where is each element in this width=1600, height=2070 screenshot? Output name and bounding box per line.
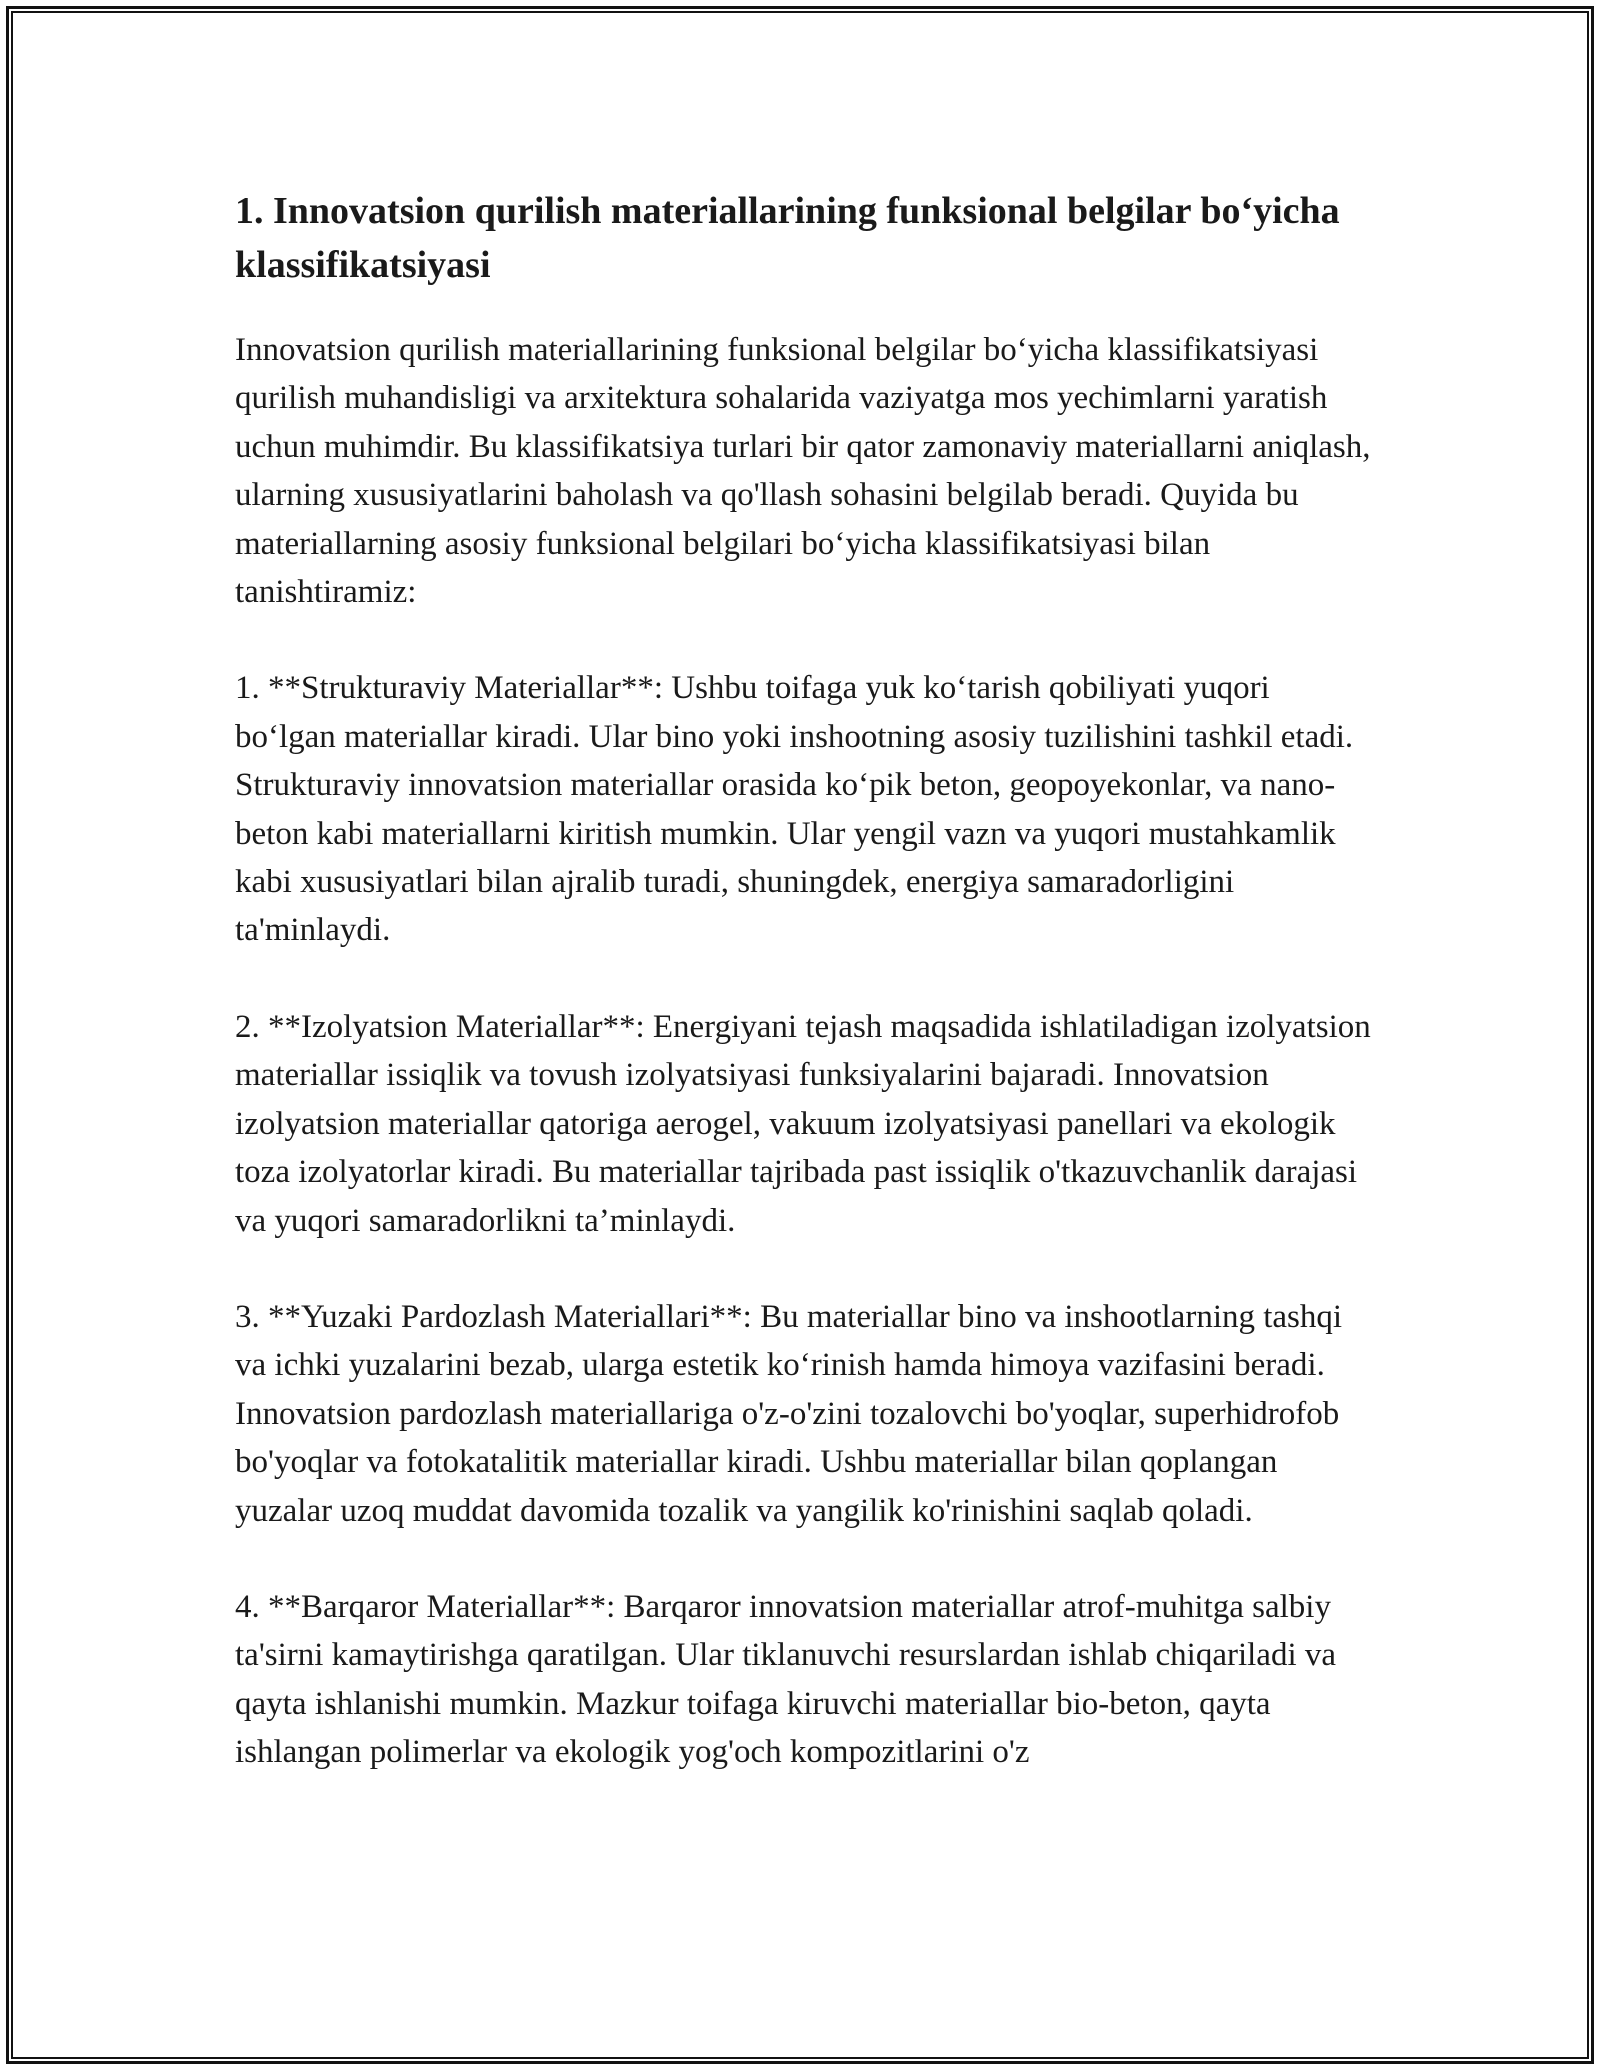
section-heading: 1. Innovatsion qurilish materiallarining funksional belgilar bo‘yicha klassifikatsiyasi	[235, 190, 1340, 286]
paragraph-structural-materials: 1. **Strukturaviy Materiallar**: Ushbu toifaga yuk ko‘tarish qobiliyati yuqori bo‘lgan materiallar kiradi. Ular bino yoki inshootning asosiy tuzilishini tashkil etadi. Strukturaviy innovatsion materiallar orasida ko‘pik beton, geopoyekonlar, va nano-beton kabi materiallarni kiritish mumkin. Ular yengil vazn va yuqori mustahkamlik kabi xususiyatlari bilan ajralib turadi, shuningdek, energiya samaradorligini ta'minlaydi.	[235, 670, 1354, 949]
paragraph-sustainable-materials: 4. **Barqaror Materiallar**: Barqaror innovatsion materiallar atrof-muhitga salbiy ta'sirni kamaytirishga qaratilgan. Ular tiklanuvchi resurslardan ishlab chiqariladi va qayta ishlanishi mumkin. Mazkur toifaga kiruvchi materiallar bio-beton, qayta ishlangan polimerlar va ekologik yog'och kompozitlarini o'z	[235, 1588, 1337, 1771]
document-body	[235, 184, 1375, 1825]
paragraph-insulation-materials: 2. **Izolyatsion Materiallar**: Energiyani tejash maqsadida ishlatiladigan izolyatsion materiallar issiqlik va tovush izolyatsiyasi funksiyalarini bajaradi. Innovatsion izolyatsion materiallar qatoriga aerogel, vakuum izolyatsiyasi panellari va ekologik toza izolyatorlar kiradi. Bu materiallar tajribada past issiqlik o'tkazuvchanlik darajasi va yuqori samaradorlikni ta’minlaydi.	[235, 1008, 1371, 1239]
paragraph-finishing-materials: 3. **Yuzaki Pardozlash Materiallari**: Bu materiallar bino va inshootlarning tashqi va ichki yuzalarini bezab, ularga estetik ko‘rinish hamda himoya vazifasini beradi. Innovatsion pardozlash materiallariga o'z-o'zini tozalovchi bo'yoqlar, superhidrofob bo'yoqlar va fotokatalitik materiallar kiradi. Ushbu materiallar bilan qoplangan yuzalar uzoq muddat davomida tozalik va yangilik ko'rinishini saqlab qoladi.	[235, 1298, 1343, 1529]
intro-paragraph: Innovatsion qurilish materiallarining funksional belgilar bo‘yicha klassifikatsiyasi qurilish muhandisligi va arxitektura sohalarida vaziyatga mos yechimlarni yaratish uchun muhimdir. Bu klassifikatsiya turlari bir qator zamonaviy materiallarni aniqlash, ularning xususiyatlarini baholash va qo'llash sohasini belgilab beradi. Quyida bu materiallarning asosiy funksional belgilari bo‘yicha klassifikatsiyasi bilan tanishtiramiz:	[235, 332, 1371, 611]
